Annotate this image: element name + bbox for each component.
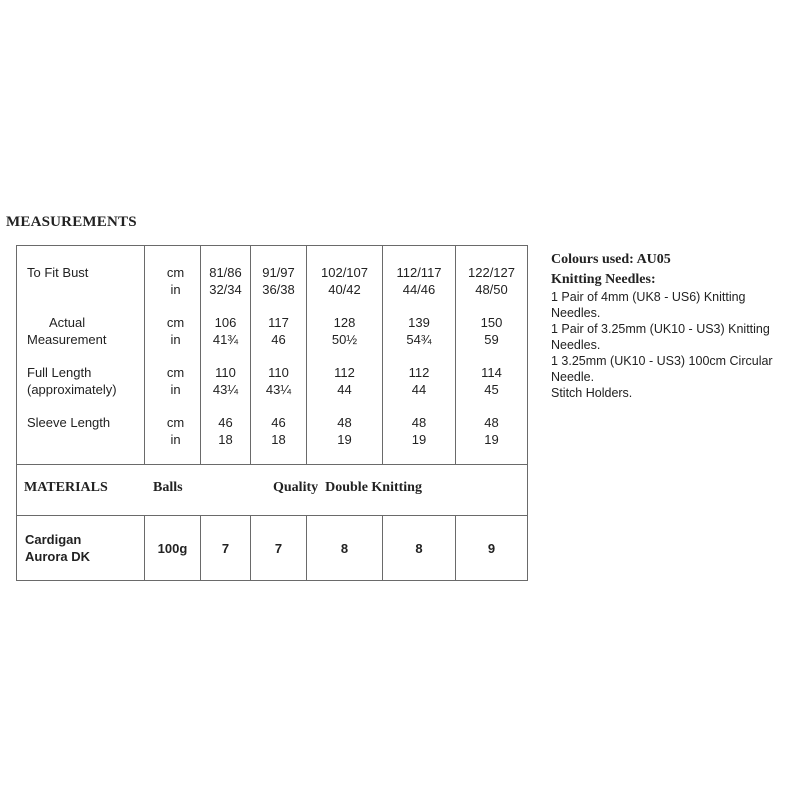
measurements-table: [16, 245, 528, 581]
materials-cell: [17, 465, 528, 516]
size-5-ball-count: 9: [456, 516, 528, 581]
quality-label: Quality Double Knitting: [273, 480, 422, 495]
measurements-row: [17, 246, 528, 465]
yarn-name-cell: Cardigan Aurora DK: [17, 516, 145, 581]
size-5-values-cell: 122/127 48/50 150 59 114 45 48 19: [456, 246, 528, 465]
size-2-ball-count: 7: [251, 516, 307, 581]
needles-line: 1 3.25mm (UK10 - US3) 100cm Circular: [551, 354, 773, 368]
full-length-label: Full Length (approximately): [27, 365, 117, 397]
materials-row: [17, 465, 528, 516]
balls-label: Balls: [153, 480, 183, 495]
size-1-values-cell: 81/86 32/34 106 41¾ 110 43¼ 46 18: [201, 246, 251, 465]
materials-notes: [551, 251, 800, 401]
needles-line: Stitch Holders.: [551, 386, 633, 400]
size-2-values-cell: 91/97 36/38 117 46 110 43¼ 46 18: [251, 246, 307, 465]
yarn-row: [17, 516, 528, 581]
size-3-ball-count: 8: [307, 516, 383, 581]
colours-used: Colours used: AU05: [551, 252, 671, 267]
needles-line: 1 Pair of 4mm (UK8 - US6) Knitting: [551, 290, 746, 304]
ball-weight-cell: 100g: [145, 516, 201, 581]
sleeve-length-label: Sleeve Length: [27, 415, 111, 430]
units-cell: cm in cm in cm in cm in: [145, 246, 201, 465]
materials-label: MATERIALS: [24, 480, 108, 495]
knitting-needles-title: Knitting Needles:: [551, 272, 656, 287]
measurement-labels-cell: [17, 246, 145, 465]
needles-line: Needles.: [551, 306, 601, 320]
size-3-values-cell: 102/107 40/42 128 50½ 112 44 48 19: [307, 246, 383, 465]
needles-line: Needles.: [551, 338, 601, 352]
size-4-values-cell: 112/117 44/46 139 54¾ 112 44 48 19: [383, 246, 456, 465]
measurements-heading: MEASUREMENTS: [6, 214, 137, 230]
size-1-ball-count: 7: [201, 516, 251, 581]
needles-line: Needle.: [551, 370, 595, 384]
to-fit-bust-label: To Fit Bust: [27, 265, 89, 280]
needles-line: 1 Pair of 3.25mm (UK10 - US3) Knitting: [551, 322, 770, 336]
actual-measurement-label: Actual Measurement: [27, 315, 107, 347]
size-4-ball-count: 8: [383, 516, 456, 581]
